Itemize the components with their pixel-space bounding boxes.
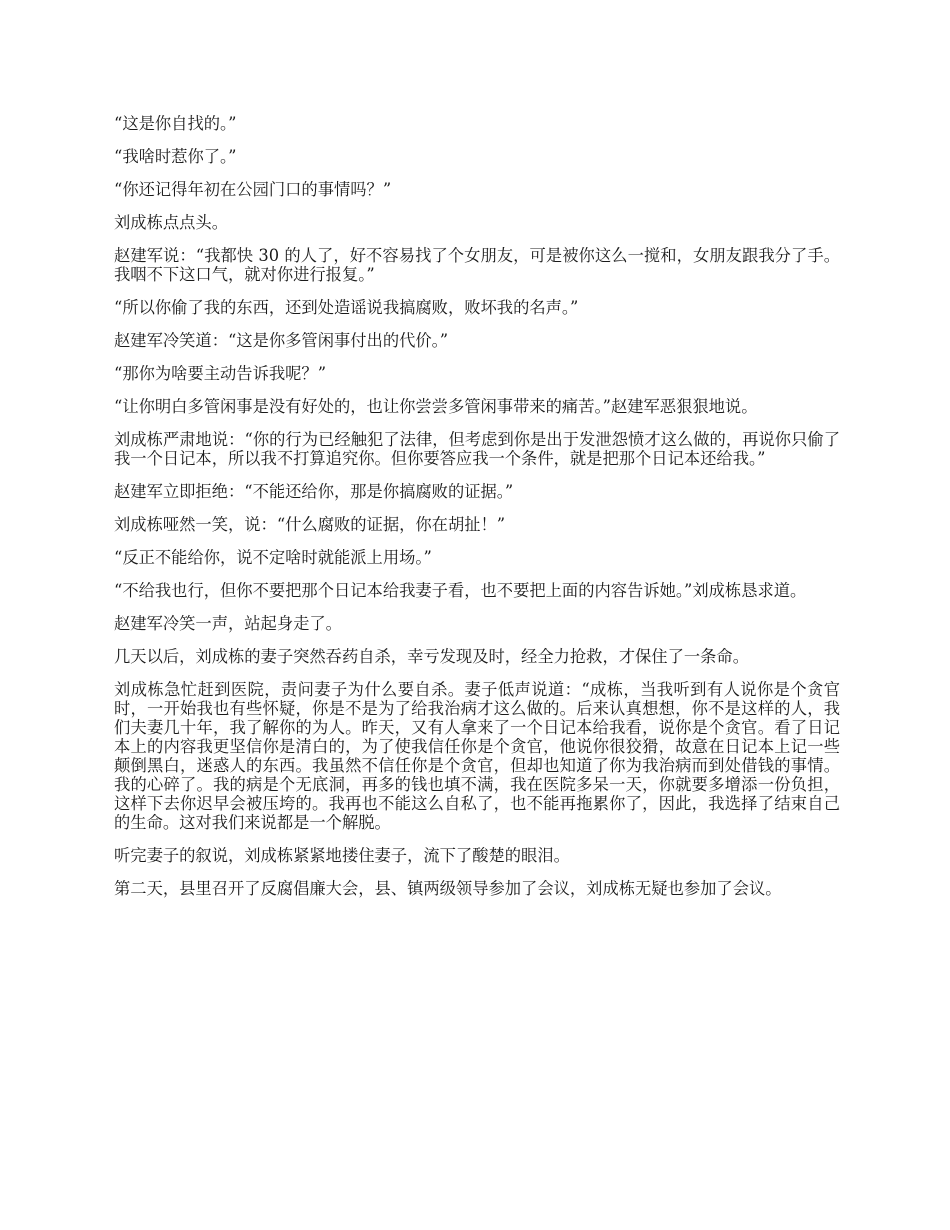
paragraph: 刘成栋严肃地说：“你的行为已经触犯了法律，但考虑到你是出于发泄怨愤才这么做的，再说你只偷了我一个日记本，所以我不打算追究你。但你要答应我一个条件，就是把那个日记本还给我。” [114,430,840,468]
paragraph: “让你明白多管闲事是没有好处的，也让你尝尝多管闲事带来的痛苦。”赵建军恶狠狠地说。 [114,397,758,416]
paragraph: 赵建军冷笑道：“这是你多管闲事付出的代价。” [114,331,449,350]
paragraph: 刘成栋哑然一笑，说：“什么腐败的证据，你在胡扯！” [114,515,506,534]
paragraph: “那你为啥要主动告诉我呢？” [114,364,327,383]
paragraph: 赵建军冷笑一声，站起身走了。 [114,614,342,633]
paragraph: 赵建军立即拒绝：“不能还给你，那是你搞腐败的证据。” [114,482,514,501]
paragraph: “你还记得年初在公园门口的事情吗？” [114,180,392,199]
paragraph: 听完妻子的叙说，刘成栋紧紧地搂住妻子，流下了酸楚的眼泪。 [114,846,570,865]
paragraph: “这是你自找的。” [114,114,237,133]
paragraph: 刘成栋点点头。 [114,213,228,232]
paragraph: 几天以后，刘成栋的妻子突然吞药自杀，幸亏发现及时，经全力抢救，才保住了一条命。 [114,647,749,666]
document-body [114,114,840,912]
paragraph: 赵建军说：“我都快 30 的人了，好不容易找了个女朋友，可是被你这么一搅和，女朋友跟我分了手。我咽不下这口气，就对你进行报复。” [114,246,840,284]
paragraph: 第二天，县里召开了反腐倡廉大会，县、镇两级领导参加了会议，刘成栋无疑也参加了会议。 [114,879,782,898]
paragraph: 刘成栋急忙赶到医院，责问妻子为什么要自杀。妻子低声说道：“成栋，当我听到有人说你是个贪官时，一开始我也有些怀疑，你是不是为了给我治病才这么做的。后来认真想想，你不是这样的人，我们夫妻几十年，我了解你的为人。昨天，又有人拿来了一个日记本给我看，说你是个贪官。看了日记本上的内容我更坚信你是清白的，为了使我信任你是个贪官，他说你很狡猾，故意在日记本上记一些颠倒黑白，迷惑人的东西。我虽然不信任你是个贪官，但却也知道了你为我治病而到处借钱的事情。我的心碎了。我的病是个无底洞，再多的钱也填不满，我在医院多呆一天，你就要多增添一份负担，这样下去你迟早会被压垮的。我再也不能这么自私了，也不能再拖累你了，因此，我选择了结束自己的生命。这对我们来说都是一个解脱。 [114,680,840,832]
paragraph: “反正不能给你，说不定啥时就能派上用场。” [114,548,432,567]
paragraph: “所以你偷了我的东西，还到处造谣说我搞腐败，败坏我的名声。” [114,298,579,317]
paragraph: “我啥时惹你了。” [114,147,237,166]
paragraph: “不给我也行，但你不要把那个日记本给我妻子看，也不要把上面的内容告诉她。”刘成栋恳求道。 [114,581,807,600]
